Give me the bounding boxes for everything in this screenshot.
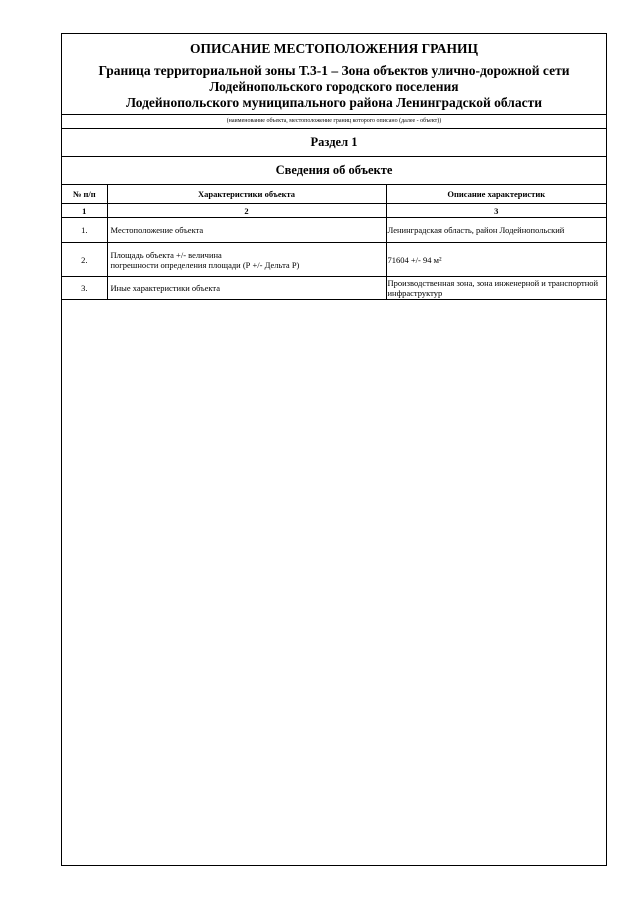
document-title: ОПИСАНИЕ МЕСТОПОЛОЖЕНИЯ ГРАНИЦ xyxy=(190,41,478,56)
column-number: 1 xyxy=(62,204,107,218)
column-header: Характеристики объекта xyxy=(107,185,386,204)
row-number: 2. xyxy=(62,243,107,277)
column-number: 3 xyxy=(386,204,606,218)
row-description: 71604 +/- 94 м² xyxy=(386,243,606,277)
section-subtitle: Сведения об объекте xyxy=(62,157,606,185)
row-characteristic: Местоположение объекта xyxy=(107,218,386,243)
subtitle-line-3: Лодейнопольского муниципального района Ленинградской области xyxy=(126,95,542,110)
subtitle-line-2: Лодейнопольского городского поселения xyxy=(209,79,459,94)
document-header xyxy=(62,34,606,115)
row-number: 3. xyxy=(62,277,107,300)
row-characteristic-line: Площадь объекта +/- величина xyxy=(110,249,222,260)
table-row xyxy=(62,243,606,277)
row-number: 1. xyxy=(62,218,107,243)
row-characteristic xyxy=(107,243,386,277)
document-subtitle xyxy=(66,63,602,111)
document-frame xyxy=(61,33,607,866)
object-info-table xyxy=(62,185,606,300)
table-header-row xyxy=(62,185,606,204)
column-header: Описание характеристик xyxy=(386,185,606,204)
column-number: 2 xyxy=(107,204,386,218)
column-header: № п/п xyxy=(62,185,107,204)
object-note: (наименование объекта, местоположение границ которого описано (далее - объект)) xyxy=(62,115,606,129)
row-characteristic: Иные характеристики объекта xyxy=(107,277,386,300)
table-row xyxy=(62,277,606,300)
row-description: Ленинградская область, район Лодейнопольский xyxy=(386,218,606,243)
column-number-row xyxy=(62,204,606,218)
subtitle-line-1: Граница территориальной зоны Т.3-1 – Зона объектов улично-дорожной сети xyxy=(98,63,570,78)
row-characteristic-line: погрешности определения площади (Р +/- Дельта Р) xyxy=(110,259,300,270)
row-description: Производственная зона, зона инженерной и транспортной инфраструктур xyxy=(386,277,606,300)
section-title: Раздел 1 xyxy=(62,129,606,157)
table-row xyxy=(62,218,606,243)
